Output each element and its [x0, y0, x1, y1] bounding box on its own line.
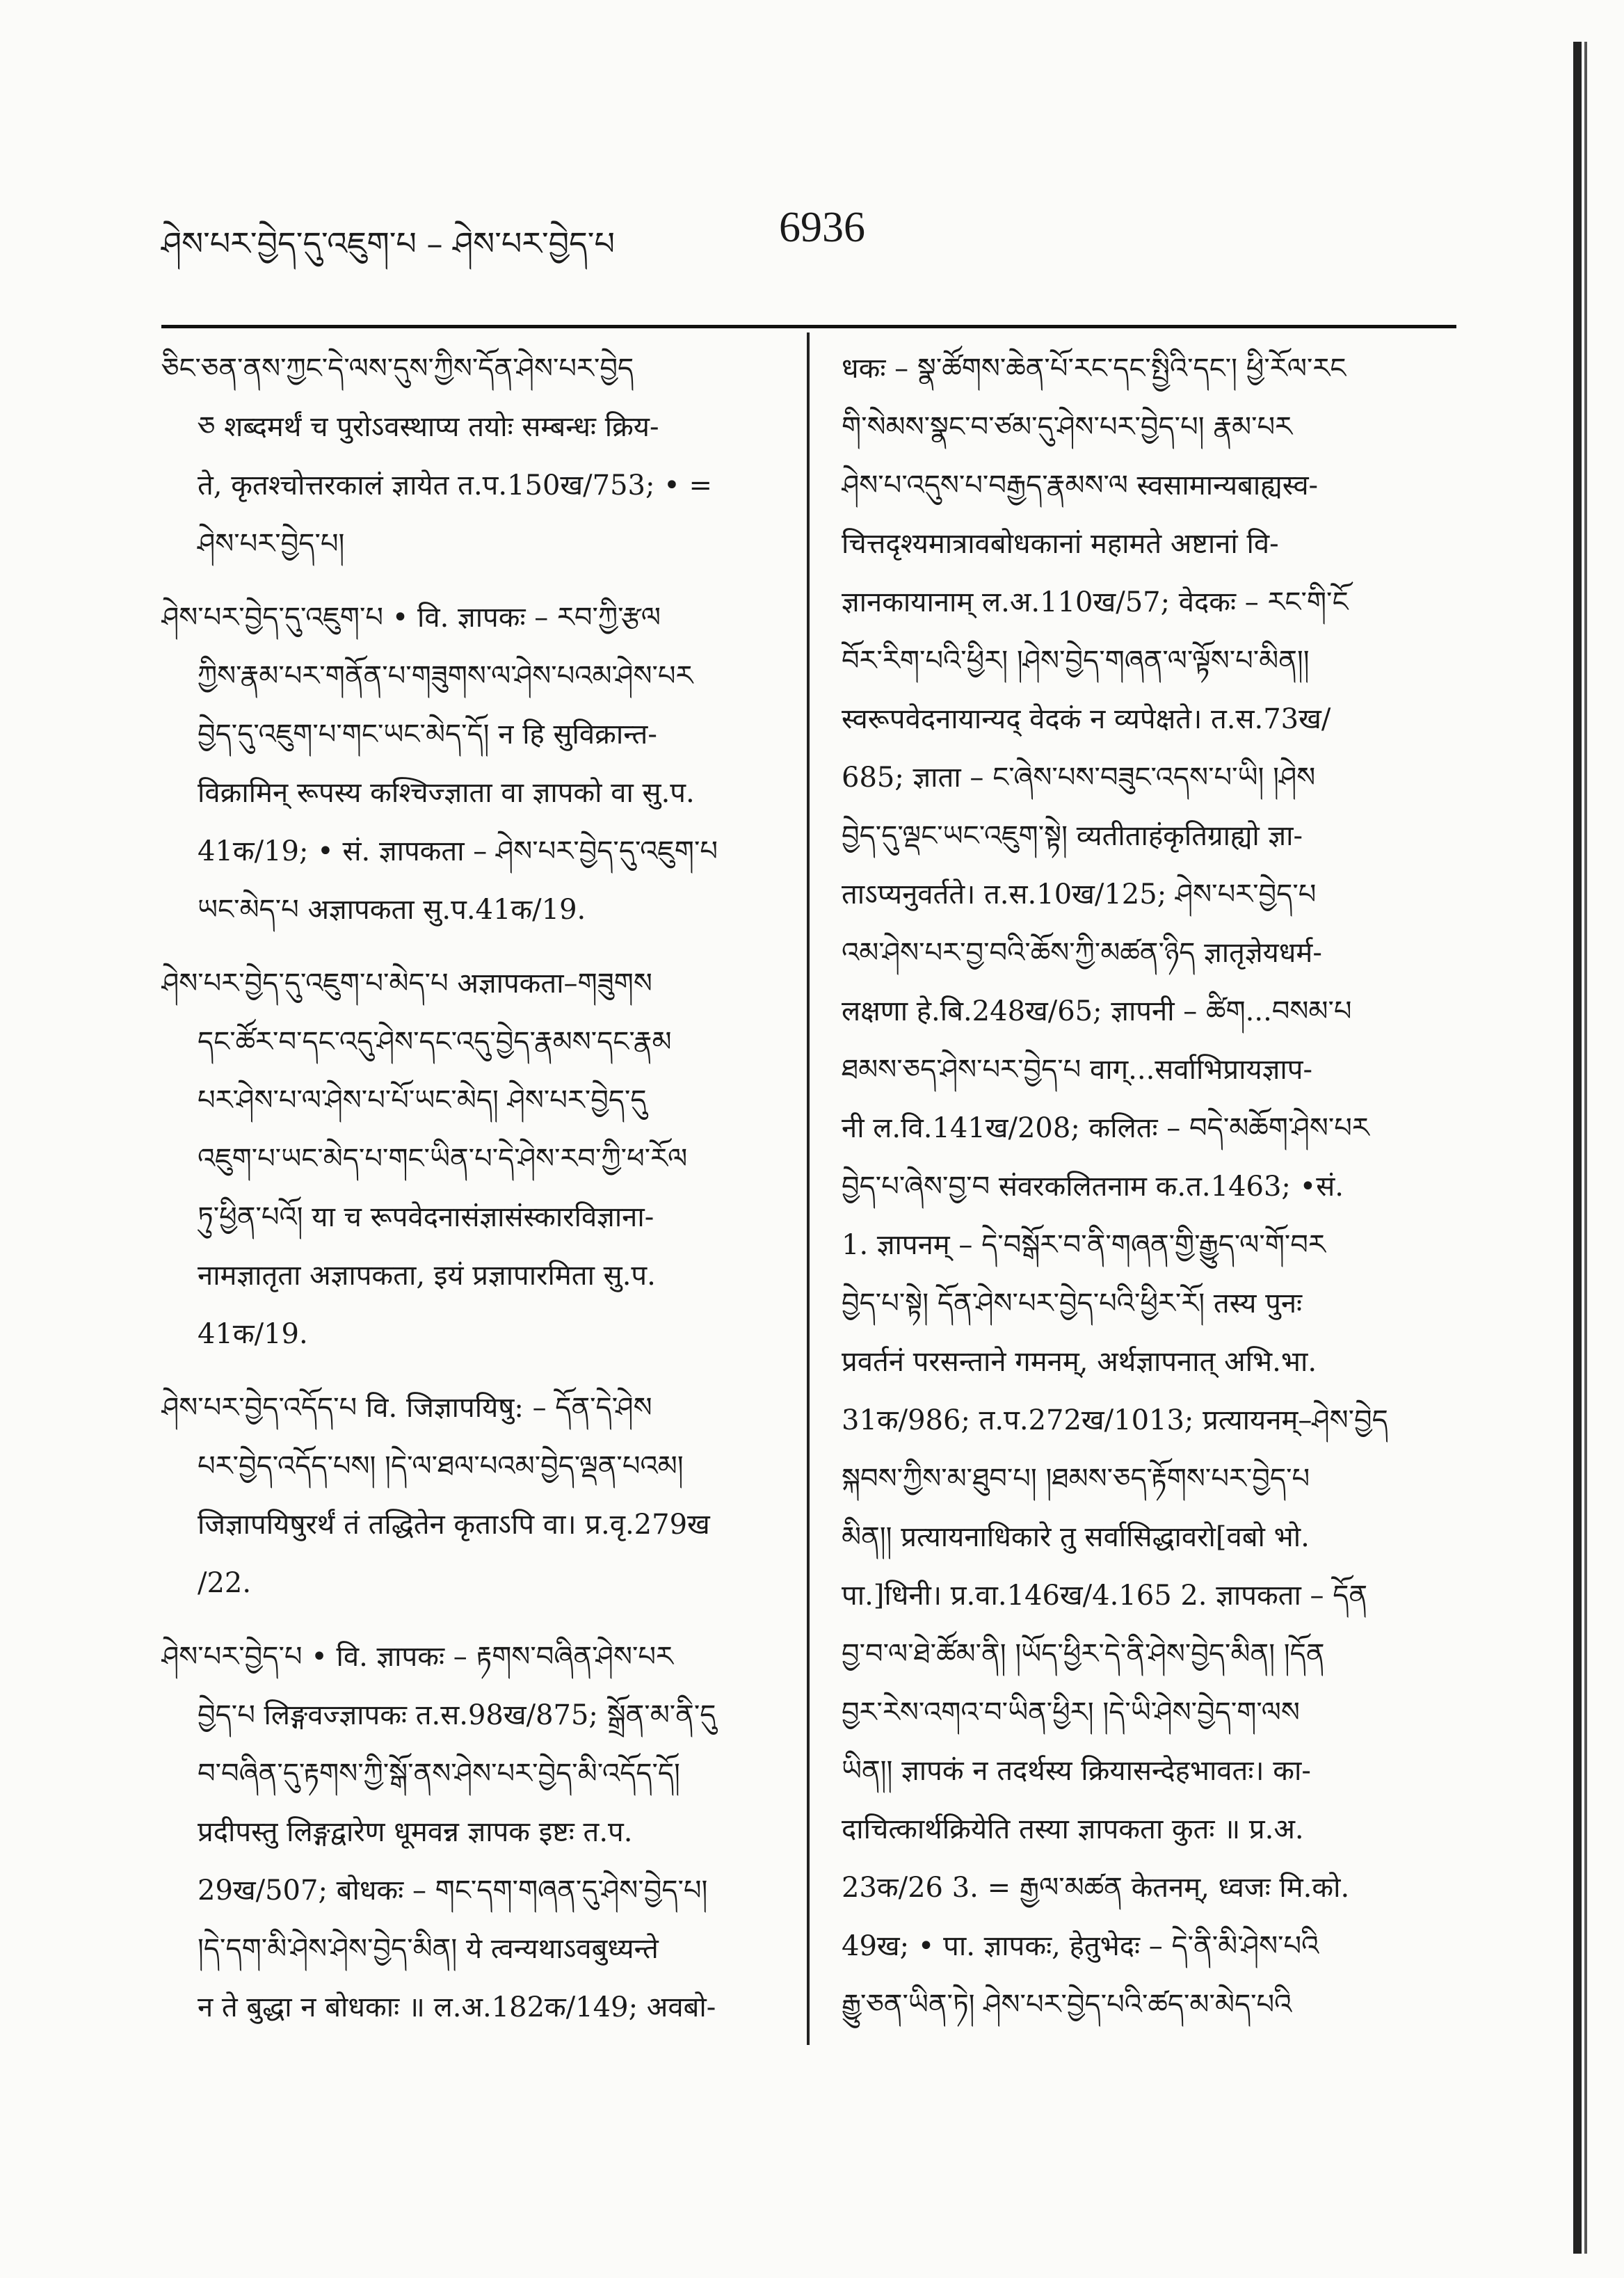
text-line: 41क/19; • सं. ज्ञापकता – ཤེས་པར་བྱེད་དུ་འཇུག་པ	[198, 835, 718, 867]
running-header: ཤེས་པར་བྱེད་དུ་འཇུག་པ – ཤེས་པར་བྱེད་པ	[161, 225, 615, 262]
entry-headword-line: ཤེས་པར་བྱེད་པ • वि. ज्ञापकः – རྟགས་བཞིན་ཤེས་པར	[161, 1641, 673, 1673]
right-column	[842, 339, 1454, 2034]
text-line: སྐབས་ཀྱིས་མ་ཐུབ་པ། །ཐམས་ཅད་རྟོགས་པར་བྱེད་པ	[842, 1463, 1310, 1495]
text-line: स्वरूपवेदनायान्यद् वेदकं न व्यपेक्षते। त.स.73ख/	[842, 703, 1331, 735]
text-line: ཀྱིས་རྣམ་པར་གནོན་པ་གཟུགས་ལ་ཤེས་པའམ་ཤེས་པར	[198, 660, 693, 692]
entry-headword-line: ཤེས་པར་བྱེད་དུ་འཇུག་པ • वि. ज्ञापकः – རབ་ཀྱི་རྩལ	[161, 602, 661, 634]
text-line: བ་བཞིན་དུ་རྟགས་ཀྱི་སྒོ་ནས་ཤེས་པར་བྱེད་མི་འདོད་དོ།	[198, 1758, 680, 1790]
page-edge-shadow-inner	[1584, 42, 1587, 2254]
text-line: འཇུག་པ་ཡང་མེད་པ་གང་ཡིན་པ་དེ་ཤེས་རབ་ཀྱི་ཕ་རོལ	[198, 1143, 688, 1175]
text-line: །དེ་དག་མི་ཤེས་ཤེས་བྱེད་མིན། ये त्वन्यथाऽवबुध्यन्ते	[198, 1933, 659, 1965]
text-line: རྒྱུ་ཅན་ཡིན་ཏེ། ཤེས་པར་བྱེད་པའི་ཚད་མ་མེད་པའི	[842, 1989, 1292, 2021]
left-column	[161, 339, 784, 2037]
text-line: दाचित्कार्थक्रियेति तस्या ज्ञापकता कुतः ॥ प्र.अ.	[842, 1813, 1304, 1845]
text-line: नामज्ञातृता अज्ञापकता, इयं प्रज्ञापारमिता सु.प.	[198, 1260, 656, 1292]
text-line: མིན།། प्रत्यायनाधिकारे तु सर्वासिद्धावरो[वबो भो.	[842, 1521, 1310, 1553]
page-number: 6936	[779, 204, 865, 251]
text-line: ཏུ་ཕྱིན་པའོ། या च रूपवेदनासंज्ञासंस्कारविज्ञाना-	[198, 1201, 654, 1233]
text-line: བྱེད་པ་ཞེས་བྱ་བ संवरकलितनाम क.त.1463; •सं.	[842, 1171, 1344, 1203]
text-line: /22.	[198, 1567, 252, 1599]
text-line: ཡིན།། ज्ञापकं न तदर्थस्य क्रियासन्देहभावतः। का-	[842, 1755, 1311, 1787]
column-divider	[807, 332, 810, 2045]
text-line: ते, कृतश्चोत्तरकालं ज्ञायेत त.प.150ख/753; • =	[198, 470, 712, 502]
text-line: ཤེས་པར་བྱེད་པ།	[198, 528, 345, 560]
text-line: བྱེད་པ་སྟེ། དོན་ཤེས་པར་བྱེད་པའི་ཕྱིར་རོ། तस्य पुनः	[842, 1288, 1303, 1320]
text-line: ज्ञानकायानाम् ल.अ.110ख/57; वेदकः – རང་གི་ངོ	[842, 586, 1349, 618]
text-line: འམ་ཤེས་པར་བྱ་བའི་ཆོས་ཀྱི་མཚན་ཉིད ज्ञातृज्ञेयधर्म-	[842, 937, 1322, 969]
page-edge-shadow	[1573, 42, 1582, 2254]
text-line: ཅ शब्दमर्थं च पुरोऽवस्थाप्य तयोः सम्बन्धः क्रिय-	[198, 411, 659, 443]
text-line: བྱ་བ་ལ་ཐེ་ཚོམ་ནི། །ཡོད་ཕྱིར་དེ་ནི་ཤེས་བྱེད་མིན། །དོན	[842, 1638, 1325, 1670]
text-line: བྱར་རེས་འགའ་བ་ཡིན་ཕྱིར། །དེ་ཡི་ཤེས་བྱེད་ག་ལས	[842, 1697, 1300, 1728]
text-line: 685; ज्ञाता – ང་ཞེས་པས་བཟུང་འདས་པ་ཡི། །ཤེས	[842, 762, 1316, 794]
text-line: གི་སེམས་སྣང་བ་ཙམ་དུ་ཤེས་པར་བྱེད་པ། རྣམ་པར	[842, 411, 1293, 443]
text-line: धकः – སྣ་ཚོགས་ཆེན་པོ་རང་དང་སྤྱིའི་དང་། ཕྱི་རོལ་རང	[842, 353, 1346, 385]
text-line: लक्षणा हे.बि.248ख/65; ज्ञापनी – ཚིག...བསམ་པ	[842, 995, 1352, 1027]
text-line: བོར་རིག་པའི་ཕྱིར། །ཤེས་བྱེད་གཞན་ལ་ལྟོས་པ་མིན།།	[842, 645, 1310, 677]
text-line: विक्रामिन् रूपस्य कश्चिज्ज्ञाता वा ज्ञापको वा सु.प.	[198, 777, 695, 809]
text-line: 49ख; • पा. ज्ञापकः, हेतुभेदः – དེ་ནི་མི་ཤེས་པའི	[842, 1930, 1319, 1962]
text-line: ཐམས་ཅད་ཤེས་པར་བྱེད་པ वाग्...सर्वाभिप्रायज्ञाप-	[842, 1054, 1312, 1086]
text-line: प्रदीपस्तु लिङ्गद्वारेण धूमवन्न ज्ञापक इष्टः त.प.	[198, 1816, 633, 1848]
text-line: 1. ज्ञापनम् – དེ་བསྒོར་བ་ནི་གཞན་གྱི་རྒྱུད་ལ་གོ་བར	[842, 1229, 1326, 1261]
text-line: 31क/986; त.प.272ख/1013; प्रत्यायनम्–ཤེས་བྱེད	[842, 1404, 1388, 1436]
text-line: བྱེད་དུ་ལྡང་ཡང་འཇུག་སྟེ། व्यतीताहंकृतिग्राह्यो ज्ञा-	[842, 820, 1303, 852]
text-line: བྱེད་དུ་འཇུག་པ་གང་ཡང་མེད་དོ། न हि सुविक्रान्त-	[198, 719, 657, 751]
text-line: ཤེས་པ་འདུས་པ་བརྒྱད་རྣམས་ལ स्वसामान्यबाह्यस्व-	[842, 470, 1319, 502]
text-line: དང་ཚོར་བ་དང་འདུ་ཤེས་དང་འདུ་བྱེད་རྣམས་དང་རྣམ	[198, 1026, 672, 1058]
header-rule	[161, 325, 1456, 328]
text-line: པར་བྱེད་འདོད་པས། །དེ་ལ་ཐལ་པའམ་བྱེད་ལྡན་པའམ།	[198, 1450, 684, 1482]
entry-headword-line: ཤེས་པར་བྱེད་འདོད་པ वि. जिज्ञापयिषु: – དོན་དེ་ཤེས	[161, 1392, 652, 1424]
text-line: ཡང་མེད་པ अज्ञापकता सु.प.41क/19.	[198, 894, 586, 926]
text-line: 23क/26 3. = རྒྱལ་མཚན केतनम्, ध्वजः मि.को.	[842, 1872, 1350, 1904]
text-line: पा.]धिनी। प्र.वा.146ख/4.165 2. ज्ञापकता – དོན	[842, 1580, 1368, 1612]
entry-headword-line: ཤེས་པར་བྱེད་དུ་འཇུག་པ་མེད་པ अज्ञापकता–གཟུགས	[161, 968, 652, 1000]
text-line: चित्तदृश्यमात्रावबोधकानां महामते अष्टानां वि-	[842, 528, 1279, 560]
text-line: པར་ཤེས་པ་ལ་ཤེས་པ་པོ་ཡང་མེད། ཤེས་པར་བྱེད་དུ	[198, 1084, 647, 1116]
text-line: 29ख/507; बोधकः – གང་དག་གཞན་དུ་ཤེས་བྱེད་པ།	[198, 1875, 708, 1907]
text-line: བྱེད་པ लिङ्गवज्ज्ञापकः त.स.98ख/875; སྒྲོན་མ་ནི་དུ	[198, 1699, 716, 1731]
text-line: जिज्ञापयिषुरर्थं तं तद्धितेन कृताऽपि वा। प्र.वृ.279ख	[198, 1509, 710, 1541]
text-line: ताऽप्यनुवर्तते। त.स.10ख/125; ཤེས་པར་བྱེད་པ	[842, 879, 1317, 911]
text-line: नी ल.वि.141ख/208; कलितः – བདེ་མཆོག་ཤེས་པར	[842, 1112, 1369, 1144]
text-line: न ते बुद्धा न बोधकाः ॥ ल.अ.182क/149; अवबो-	[198, 1991, 716, 2023]
text-line: प्रवर्तनं परसन्ताने गमनम्, अर्थज्ञापनात् अभि.भा.	[842, 1346, 1317, 1378]
text-line: 41क/19.	[198, 1318, 308, 1350]
text-line: ཅིང་ཅན་ནས་ཀྱང་དེ་ལས་དུས་ཀྱིས་དོན་ཤེས་པར་བྱེད	[161, 353, 634, 385]
